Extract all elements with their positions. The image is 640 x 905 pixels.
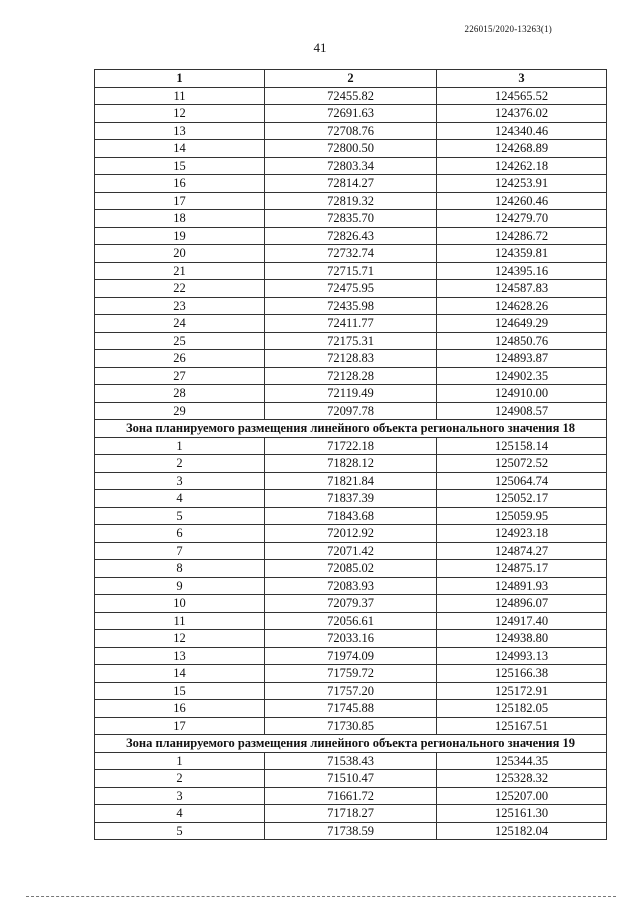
x-coordinate-cell: 71661.72 — [265, 787, 437, 805]
y-coordinate-cell: 124628.26 — [437, 297, 607, 315]
zone-section-row — [95, 735, 607, 753]
point-number-cell: 15 — [95, 682, 265, 700]
y-coordinate-cell: 124376.02 — [437, 105, 607, 123]
table-row — [95, 490, 607, 508]
table-row — [95, 105, 607, 123]
point-number-cell: 1 — [95, 437, 265, 455]
point-number-cell: 6 — [95, 525, 265, 543]
x-coordinate-cell: 72079.37 — [265, 595, 437, 613]
zone-section-row — [95, 420, 607, 438]
point-number-cell: 4 — [95, 490, 265, 508]
x-coordinate-cell: 71718.27 — [265, 805, 437, 823]
x-coordinate-cell: 71757.20 — [265, 682, 437, 700]
point-number-cell: 16 — [95, 175, 265, 193]
y-coordinate-cell: 124923.18 — [437, 525, 607, 543]
x-coordinate-cell: 71759.72 — [265, 665, 437, 683]
x-coordinate-cell: 71837.39 — [265, 490, 437, 508]
table-row — [95, 752, 607, 770]
table-row — [95, 507, 607, 525]
point-number-cell: 25 — [95, 332, 265, 350]
x-coordinate-cell: 72128.28 — [265, 367, 437, 385]
table-row — [95, 665, 607, 683]
table-row — [95, 245, 607, 263]
y-coordinate-cell: 125161.30 — [437, 805, 607, 823]
table-row — [95, 367, 607, 385]
y-coordinate-cell: 125072.52 — [437, 455, 607, 473]
y-coordinate-cell: 124268.89 — [437, 140, 607, 158]
point-number-cell: 17 — [95, 192, 265, 210]
point-number-cell: 2 — [95, 455, 265, 473]
table-row — [95, 315, 607, 333]
point-number-cell: 8 — [95, 560, 265, 578]
y-coordinate-cell: 124875.17 — [437, 560, 607, 578]
point-number-cell: 13 — [95, 122, 265, 140]
table-row — [95, 210, 607, 228]
y-coordinate-cell: 124893.87 — [437, 350, 607, 368]
table-row — [95, 122, 607, 140]
x-coordinate-cell: 72835.70 — [265, 210, 437, 228]
table-row — [95, 595, 607, 613]
table-row — [95, 717, 607, 735]
y-coordinate-cell: 124908.57 — [437, 402, 607, 420]
y-coordinate-cell: 124938.80 — [437, 630, 607, 648]
x-coordinate-cell: 72732.74 — [265, 245, 437, 263]
table-row — [95, 402, 607, 420]
y-coordinate-cell: 125207.00 — [437, 787, 607, 805]
x-coordinate-cell: 72071.42 — [265, 542, 437, 560]
table-row — [95, 455, 607, 473]
y-coordinate-cell: 124850.76 — [437, 332, 607, 350]
y-coordinate-cell: 125344.35 — [437, 752, 607, 770]
point-number-cell: 19 — [95, 227, 265, 245]
bottom-divider — [26, 896, 616, 898]
y-coordinate-cell: 125167.51 — [437, 717, 607, 735]
point-number-cell: 12 — [95, 105, 265, 123]
y-coordinate-cell: 124587.83 — [437, 280, 607, 298]
x-coordinate-cell: 72826.43 — [265, 227, 437, 245]
point-number-cell: 11 — [95, 612, 265, 630]
table-row — [95, 577, 607, 595]
table-row — [95, 560, 607, 578]
table-row — [95, 472, 607, 490]
x-coordinate-cell: 72411.77 — [265, 315, 437, 333]
point-number-cell: 18 — [95, 210, 265, 228]
x-coordinate-cell: 71843.68 — [265, 507, 437, 525]
y-coordinate-cell: 124910.00 — [437, 385, 607, 403]
x-coordinate-cell: 71538.43 — [265, 752, 437, 770]
y-coordinate-cell: 124649.29 — [437, 315, 607, 333]
x-coordinate-cell: 72800.50 — [265, 140, 437, 158]
point-number-cell: 23 — [95, 297, 265, 315]
x-coordinate-cell: 72119.49 — [265, 385, 437, 403]
y-coordinate-cell: 124340.46 — [437, 122, 607, 140]
point-number-cell: 29 — [95, 402, 265, 420]
table-row — [95, 385, 607, 403]
page-number: 41 — [313, 40, 327, 55]
point-number-cell: 12 — [95, 630, 265, 648]
y-coordinate-cell: 125172.91 — [437, 682, 607, 700]
x-coordinate-cell: 72175.31 — [265, 332, 437, 350]
point-number-cell: 16 — [95, 700, 265, 718]
point-number-cell: 3 — [95, 787, 265, 805]
y-coordinate-cell: 125059.95 — [437, 507, 607, 525]
x-coordinate-cell: 72056.61 — [265, 612, 437, 630]
table-row — [95, 787, 607, 805]
point-number-cell: 4 — [95, 805, 265, 823]
table-row — [95, 682, 607, 700]
coordinates-table — [94, 69, 607, 840]
point-number-cell: 3 — [95, 472, 265, 490]
table-row — [95, 280, 607, 298]
y-coordinate-cell: 125064.74 — [437, 472, 607, 490]
zone-section-title: Зона планируемого размещения линейного объекта регионального значения 18 — [95, 420, 607, 438]
table-row — [95, 437, 607, 455]
y-coordinate-cell: 125166.38 — [437, 665, 607, 683]
x-coordinate-cell: 72814.27 — [265, 175, 437, 193]
table-row — [95, 612, 607, 630]
table-row — [95, 297, 607, 315]
point-number-cell: 26 — [95, 350, 265, 368]
y-coordinate-cell: 125052.17 — [437, 490, 607, 508]
y-coordinate-cell: 124896.07 — [437, 595, 607, 613]
point-number-cell: 14 — [95, 665, 265, 683]
point-number-cell: 15 — [95, 157, 265, 175]
table-row — [95, 350, 607, 368]
y-coordinate-cell: 124260.46 — [437, 192, 607, 210]
x-coordinate-cell: 72012.92 — [265, 525, 437, 543]
x-coordinate-cell: 72083.93 — [265, 577, 437, 595]
table-row — [95, 630, 607, 648]
table-row — [95, 175, 607, 193]
x-coordinate-cell: 71722.18 — [265, 437, 437, 455]
y-coordinate-cell: 124565.52 — [437, 87, 607, 105]
table-row — [95, 822, 607, 840]
point-number-cell: 2 — [95, 770, 265, 788]
y-coordinate-cell: 125158.14 — [437, 437, 607, 455]
point-number-cell: 13 — [95, 647, 265, 665]
y-coordinate-cell: 124253.91 — [437, 175, 607, 193]
table-header-row — [95, 70, 607, 88]
table-row — [95, 227, 607, 245]
column-header: 3 — [437, 70, 607, 88]
x-coordinate-cell: 72475.95 — [265, 280, 437, 298]
x-coordinate-cell: 72819.32 — [265, 192, 437, 210]
x-coordinate-cell: 72128.83 — [265, 350, 437, 368]
x-coordinate-cell: 72691.63 — [265, 105, 437, 123]
x-coordinate-cell: 72097.78 — [265, 402, 437, 420]
table-row — [95, 140, 607, 158]
point-number-cell: 28 — [95, 385, 265, 403]
point-number-cell: 5 — [95, 822, 265, 840]
table-row — [95, 805, 607, 823]
y-coordinate-cell: 125182.05 — [437, 700, 607, 718]
table-row — [95, 87, 607, 105]
point-number-cell: 27 — [95, 367, 265, 385]
point-number-cell: 7 — [95, 542, 265, 560]
x-coordinate-cell: 71738.59 — [265, 822, 437, 840]
x-coordinate-cell: 72033.16 — [265, 630, 437, 648]
y-coordinate-cell: 124993.13 — [437, 647, 607, 665]
x-coordinate-cell: 72803.34 — [265, 157, 437, 175]
x-coordinate-cell: 72708.76 — [265, 122, 437, 140]
y-coordinate-cell: 124902.35 — [437, 367, 607, 385]
y-coordinate-cell: 124359.81 — [437, 245, 607, 263]
x-coordinate-cell: 71821.84 — [265, 472, 437, 490]
point-number-cell: 14 — [95, 140, 265, 158]
point-number-cell: 24 — [95, 315, 265, 333]
table-row — [95, 192, 607, 210]
y-coordinate-cell: 124874.27 — [437, 542, 607, 560]
point-number-cell: 5 — [95, 507, 265, 525]
point-number-cell: 17 — [95, 717, 265, 735]
point-number-cell: 11 — [95, 87, 265, 105]
y-coordinate-cell: 124917.40 — [437, 612, 607, 630]
x-coordinate-cell: 71828.12 — [265, 455, 437, 473]
point-number-cell: 10 — [95, 595, 265, 613]
zone-section-title: Зона планируемого размещения линейного объекта регионального значения 19 — [95, 735, 607, 753]
coordinates-table-body — [95, 70, 607, 840]
y-coordinate-cell: 124279.70 — [437, 210, 607, 228]
x-coordinate-cell: 72455.82 — [265, 87, 437, 105]
table-row — [95, 525, 607, 543]
x-coordinate-cell: 71510.47 — [265, 770, 437, 788]
point-number-cell: 22 — [95, 280, 265, 298]
point-number-cell: 9 — [95, 577, 265, 595]
y-coordinate-cell: 125328.32 — [437, 770, 607, 788]
table-row — [95, 700, 607, 718]
table-row — [95, 262, 607, 280]
point-number-cell: 20 — [95, 245, 265, 263]
x-coordinate-cell: 72715.71 — [265, 262, 437, 280]
x-coordinate-cell: 72435.98 — [265, 297, 437, 315]
document-id: 226015/2020-13263(1) — [464, 24, 552, 34]
x-coordinate-cell: 72085.02 — [265, 560, 437, 578]
x-coordinate-cell: 71974.09 — [265, 647, 437, 665]
y-coordinate-cell: 124395.16 — [437, 262, 607, 280]
column-header: 2 — [265, 70, 437, 88]
table-row — [95, 770, 607, 788]
table-row — [95, 157, 607, 175]
table-row — [95, 332, 607, 350]
point-number-cell: 1 — [95, 752, 265, 770]
y-coordinate-cell: 124286.72 — [437, 227, 607, 245]
x-coordinate-cell: 71730.85 — [265, 717, 437, 735]
column-header: 1 — [95, 70, 265, 88]
y-coordinate-cell: 125182.04 — [437, 822, 607, 840]
table-row — [95, 542, 607, 560]
table-row — [95, 647, 607, 665]
y-coordinate-cell: 124262.18 — [437, 157, 607, 175]
x-coordinate-cell: 71745.88 — [265, 700, 437, 718]
y-coordinate-cell: 124891.93 — [437, 577, 607, 595]
point-number-cell: 21 — [95, 262, 265, 280]
